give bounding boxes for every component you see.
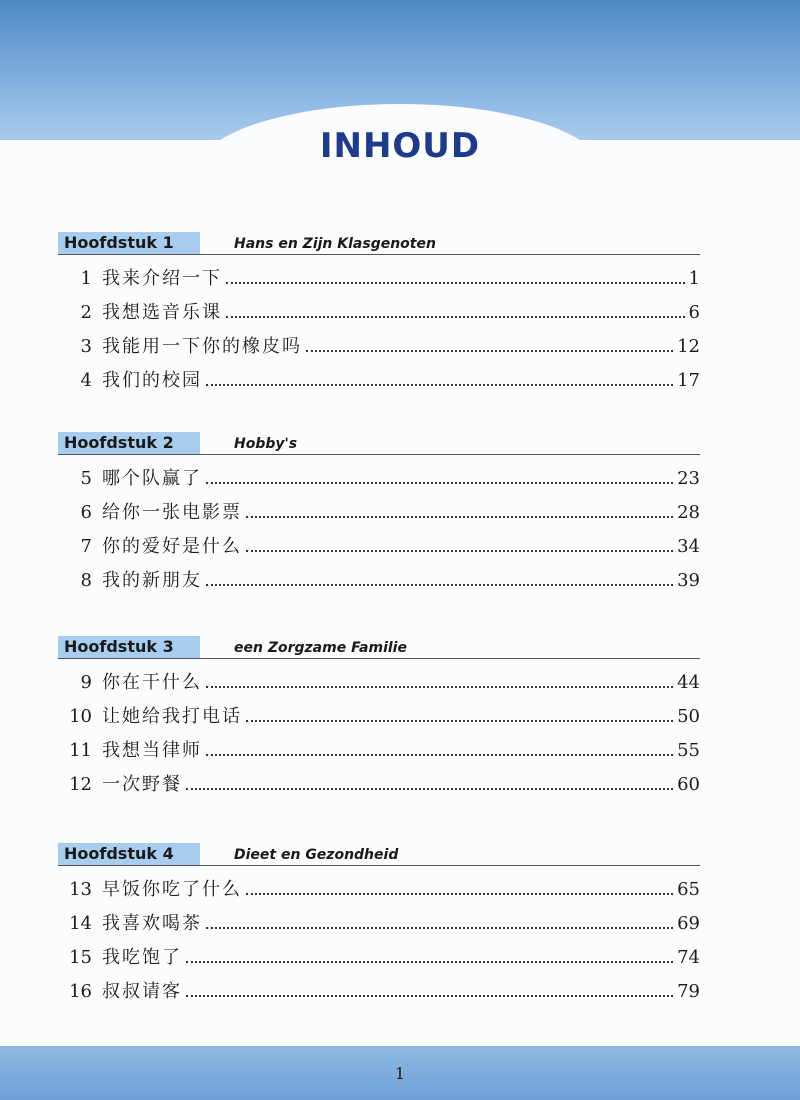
lesson-number: 16 (69, 981, 92, 1002)
chapter-1 (58, 232, 700, 398)
lesson-title: 叔叔请客 (102, 981, 182, 1002)
dot-leader (186, 788, 673, 790)
lesson-page: 12 (677, 336, 700, 357)
lesson-page: 17 (677, 370, 700, 391)
lesson-number: 10 (69, 706, 92, 727)
toc-entry[interactable] (58, 330, 700, 364)
lesson-title: 我想当律师 (102, 740, 202, 761)
toc-entry[interactable] (58, 873, 700, 907)
lesson-page: 60 (677, 774, 700, 795)
toc-entry[interactable] (58, 666, 700, 700)
dot-leader (186, 995, 673, 997)
lesson-page: 39 (677, 570, 700, 591)
lesson-number: 9 (80, 672, 92, 693)
toc-entry[interactable] (58, 907, 700, 941)
dot-leader (246, 516, 673, 518)
lesson-page: 23 (677, 468, 700, 489)
lesson-title: 你在干什么 (102, 672, 202, 693)
lesson-page: 50 (677, 706, 700, 727)
toc-entry[interactable] (58, 530, 700, 564)
dot-leader (206, 686, 673, 688)
toc-entry[interactable] (58, 462, 700, 496)
dot-leader (206, 927, 673, 929)
dot-leader (206, 482, 673, 484)
dot-leader (186, 961, 673, 963)
dot-leader (206, 384, 673, 386)
lesson-page: 1 (688, 268, 700, 289)
lesson-number: 8 (80, 570, 92, 591)
lesson-title: 让她给我打电话 (102, 706, 242, 727)
toc-entry[interactable] (58, 364, 700, 398)
lesson-page: 65 (677, 879, 700, 900)
dot-leader (226, 282, 685, 284)
lesson-number: 1 (80, 268, 92, 289)
toc-entry[interactable] (58, 975, 700, 1009)
chapter-header (58, 432, 700, 455)
lesson-number: 3 (80, 336, 92, 357)
toc-entry[interactable] (58, 262, 700, 296)
lesson-page: 55 (677, 740, 700, 761)
lesson-title: 我想选音乐课 (102, 302, 222, 323)
dot-leader (206, 754, 673, 756)
chapter-subtitle: Dieet en Gezondheid (234, 847, 399, 863)
lesson-number: 13 (69, 879, 92, 900)
toc-entry[interactable] (58, 734, 700, 768)
lesson-number: 7 (80, 536, 92, 557)
lesson-number: 6 (80, 502, 92, 523)
chapter-label: Hoofdstuk 4 (58, 843, 200, 865)
lesson-title: 我喜欢喝茶 (102, 913, 202, 934)
dot-leader (206, 584, 673, 586)
page-title: INHOUD (319, 126, 481, 166)
lesson-title: 一次野餐 (102, 774, 182, 795)
lesson-page: 69 (677, 913, 700, 934)
chapter-label: Hoofdstuk 2 (58, 432, 200, 454)
lesson-title: 我的新朋友 (102, 570, 202, 591)
lesson-number: 14 (69, 913, 92, 934)
lesson-title: 我能用一下你的橡皮吗 (102, 336, 302, 357)
lesson-title: 早饭你吃了什么 (102, 879, 242, 900)
page-number: 1 (394, 1064, 406, 1083)
lesson-list (58, 873, 700, 1009)
chapter-header (58, 636, 700, 659)
lesson-number: 5 (80, 468, 92, 489)
lesson-number: 12 (69, 774, 92, 795)
chapter-2 (58, 432, 700, 598)
lesson-list (58, 462, 700, 598)
lesson-number: 2 (80, 302, 92, 323)
lesson-title: 我吃饱了 (102, 947, 182, 968)
lesson-page: 28 (677, 502, 700, 523)
dot-leader (226, 316, 685, 318)
toc-entry[interactable] (58, 941, 700, 975)
lesson-page: 6 (688, 302, 700, 323)
chapter-4 (58, 843, 700, 1009)
lesson-page: 79 (677, 981, 700, 1002)
lesson-number: 15 (69, 947, 92, 968)
dot-leader (246, 720, 673, 722)
lesson-list (58, 262, 700, 398)
lesson-number: 4 (80, 370, 92, 391)
lesson-list (58, 666, 700, 802)
lesson-title: 哪个队赢了 (102, 468, 202, 489)
chapter-label: Hoofdstuk 3 (58, 636, 200, 658)
lesson-title: 你的爱好是什么 (102, 536, 242, 557)
lesson-page: 34 (677, 536, 700, 557)
dot-leader (306, 350, 673, 352)
chapter-3 (58, 636, 700, 802)
toc-entry[interactable] (58, 496, 700, 530)
lesson-title: 我们的校园 (102, 370, 202, 391)
chapter-subtitle: Hobby's (234, 436, 298, 452)
lesson-number: 11 (69, 740, 92, 761)
chapter-header (58, 843, 700, 866)
lesson-title: 我来介绍一下 (102, 268, 222, 289)
dot-leader (246, 550, 673, 552)
lesson-title: 给你一张电影票 (102, 502, 242, 523)
chapter-header (58, 232, 700, 255)
toc-entry[interactable] (58, 564, 700, 598)
chapter-label: Hoofdstuk 1 (58, 232, 200, 254)
lesson-page: 74 (677, 947, 700, 968)
toc-entry[interactable] (58, 768, 700, 802)
lesson-page: 44 (677, 672, 700, 693)
toc-entry[interactable] (58, 700, 700, 734)
dot-leader (246, 893, 673, 895)
chapter-subtitle: een Zorgzame Familie (234, 640, 407, 656)
chapter-subtitle: Hans en Zijn Klasgenoten (234, 236, 436, 252)
toc-entry[interactable] (58, 296, 700, 330)
